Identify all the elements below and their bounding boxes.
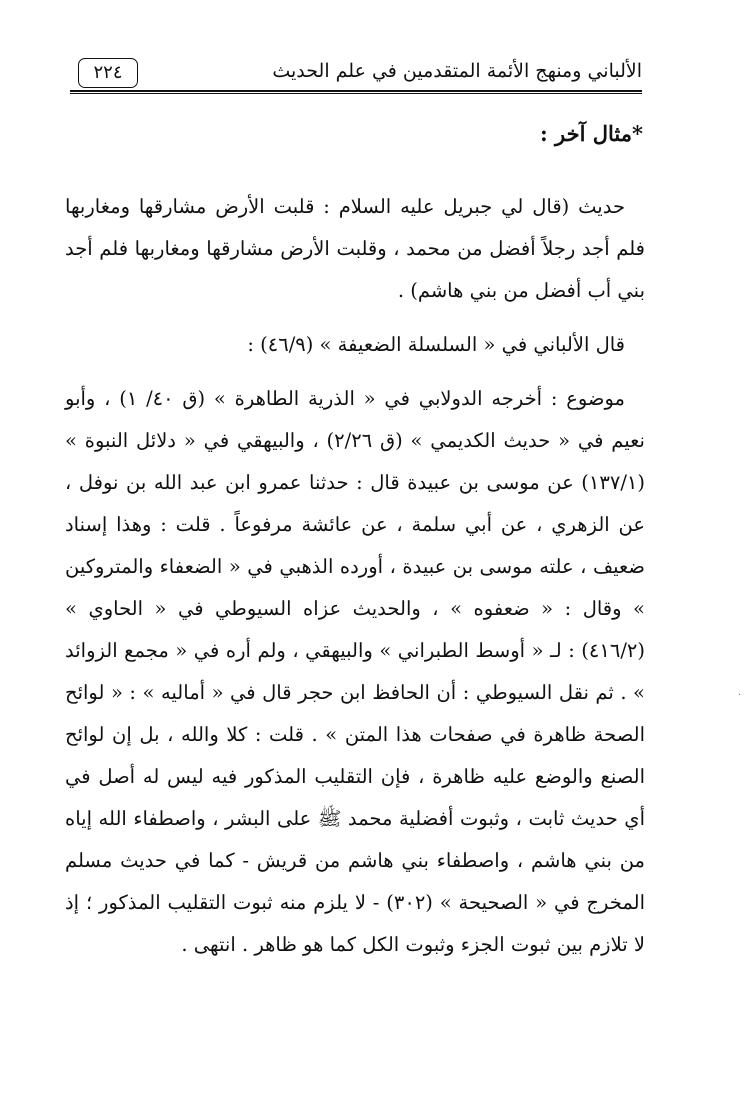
source-paragraph: قال الألباني في « السلسلة الضعيفة » (٤٦/٩) : [247,333,625,356]
margin-mark: · [738,690,742,701]
section-title: *مثال آخر : [539,121,643,146]
running-title: الألباني ومنهج الأئمة المتقدمين في علم الحديث [272,60,642,82]
page-number: ٢٢٤ [78,58,138,88]
page-content [65,118,645,966]
hadith-paragraph: حديث (قال لي جبريل عليه السلام : قلبت الأرض مشارقها ومغاربها فلم أجد رجلاً أفضل من محمد ، وقلبت الأرض مشارقها ومغاربها فلم أجد بني أب أفضل من بني هاشم) . [65,195,645,302]
page-header [70,50,642,92]
commentary-paragraph: موضوع : أخرجه الدولابي في « الذرية الطاهرة » (ق ٤٠/ ١) ، وأبو نعيم في « حديث الكديمي » (ق ٢/٢٦) ، والبيهقي في « دلائل النبوة » (١٣٧/١) عن موسى بن عبيدة قال : حدثنا عمرو ابن عبد الله بن نوفل ، عن الزهري ، عن أبي سلمة ، عن عائشة مرفوعاً . قلت : وهذا إسناد ضعيف ، علته موسى بن عبيدة ، أورده الذهبي في « الضعفاء والمتروكين » وقال : « ضعفوه » ، والحديث عزاه السيوطي في « الحاوي » (٤١٦/٢) : لـ « أوسط الطبراني » والبيهقي ، ولم أره في « مجمع الزوائد » . ثم نقل السيوطي : أن الحافظ ابن حجر قال في « أماليه » : « لوائح الصحة ظاهرة في صفحات هذا المتن » . قلت : كلا والله ، بل إن لوائح الصنع والوضع عليه ظاهرة ، فإن التقليب المذكور فيه ليس له أصل في أي حديث ثابت ، وثبوت أفضلية محمد ﷺ على البشر ، واصطفاء الله إياه من بني هاشم ، واصطفاء بني هاشم من قريش - كما في حديث مسلم المخرج في « الصحيحة » (٣٠٢) - لا يلزم منه ثبوت التقليب المذكور ؛ إذ لا تلازم بين ثبوت الجزء وثبوت الكل كما هو ظاهر . انتهى . [65,387,646,956]
header-rule [70,90,642,92]
